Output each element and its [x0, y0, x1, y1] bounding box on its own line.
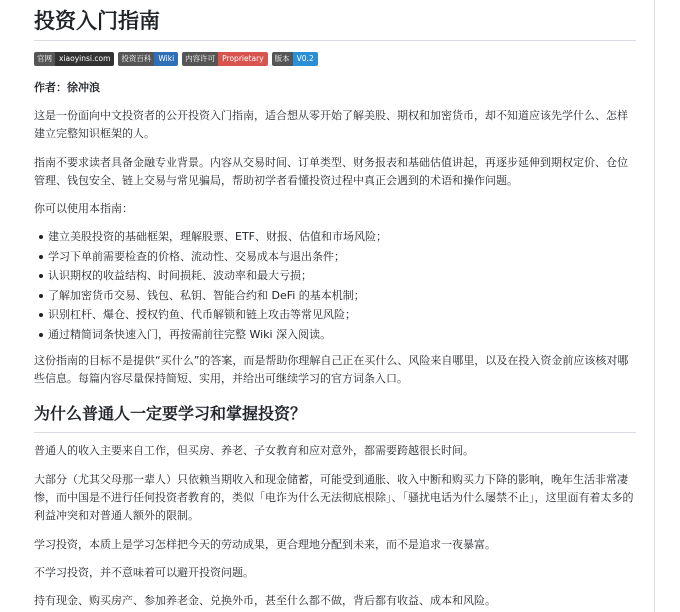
badge-key: 投资百科 — [118, 52, 154, 66]
section-paragraph-1: 普通人的收入主要来自工作，但买房、养老、子女教育和应对意外，都需要跨越很长时间。 — [34, 444, 474, 457]
list-item: 识别杠杆、爆仓、授权钓鱼、代币解锁和链上攻击等常见风险； — [48, 305, 638, 325]
badge-key: 版本 — [272, 52, 293, 66]
badge-value: Proprietary — [218, 52, 268, 66]
badge-row — [34, 52, 322, 66]
section-paragraph-4: 不学习投资，并不意味着可以避开投资问题。 — [34, 566, 254, 579]
section-paragraph-2: 大部分（尤其父母那一辈人）只依赖当期收入和现金储蓄，可能受到通胀、收入中断和购买力下降的影响，晚年生活非常凄惨，而中国是不进行任何投资者教育的，类似「电诈为什么无法彻底根除」、「骚扰电话为什么屡禁不止」，这里面有着太多的利益冲突和对普通人额外的限制。 — [34, 473, 634, 522]
badge-value: Wiki — [154, 52, 178, 66]
uses-list — [34, 227, 638, 344]
article — [34, 0, 636, 607]
list-item: 通过精简词条快速入门，再按需前往完整 Wiki 深入阅读。 — [48, 325, 638, 345]
list-intro: 你可以使用本指南： — [34, 202, 133, 215]
section-paragraph-5: 持有现金、购买房产、参加养老金、兑换外币，甚至什么都不做，背后都有收益、成本和风险。 — [34, 594, 496, 607]
intro-paragraph-2: 指南不要求读者具备金融专业背景。内容从交易时间、订单类型、财务报表和基础估值讲起，再逐步延伸到期权定价、仓位管理、钱包安全、链上交易与常见骗局，帮助初学者看懂投资过程中真正会遇到的术语和操作问题。 — [34, 156, 628, 187]
badge-key: 官网 — [34, 52, 55, 66]
badge-value: xiaoyinsi.com — [55, 52, 114, 66]
section-paragraph-3: 学习投资，本质上是学习怎样把今天的劳动成果，更合理地分配到未来，而不是追求一夜暴富。 — [34, 538, 496, 551]
badge-version[interactable] — [272, 52, 318, 66]
list-item: 建立美股投资的基础框架，理解股票、ETF、财报、估值和市场风险； — [48, 227, 638, 247]
badge-license[interactable] — [182, 52, 268, 66]
badge-key: 内容许可 — [182, 52, 218, 66]
section-heading: 为什么普通人一定要学习和掌握投资？ — [34, 400, 636, 433]
page-border — [654, 0, 655, 612]
author-line: 作者：徐冲浪 — [34, 81, 100, 94]
list-item: 学习下单前需要检查的价格、流动性、交易成本与退出条件； — [48, 247, 638, 267]
badge-official-site[interactable] — [34, 52, 114, 66]
list-item: 认识期权的收益结构、时间损耗、波动率和最大亏损； — [48, 266, 638, 286]
intro-paragraph-1: 这是一份面向中文投资者的公开投资入门指南，适合想从零开始了解美股、期权和加密货币，却不知道应该先学什么、怎样建立完整知识框架的人。 — [34, 109, 628, 140]
goal-paragraph: 这份指南的目标不是提供“买什么”的答案，而是帮助你理解自己正在买什么、风险来自哪里，以及在投入资金前应该核对哪些信息。每篇内容尽量保持简短、实用，并给出可继续学习的官方词条入口。 — [34, 354, 629, 385]
list-item: 了解加密货币交易、钱包、私钥、智能合约和 DeFi 的基本机制； — [48, 286, 638, 306]
badge-wiki[interactable] — [118, 52, 178, 66]
page-title: 投资入门指南 — [34, 0, 636, 41]
badge-value: V0.2 — [293, 52, 318, 66]
